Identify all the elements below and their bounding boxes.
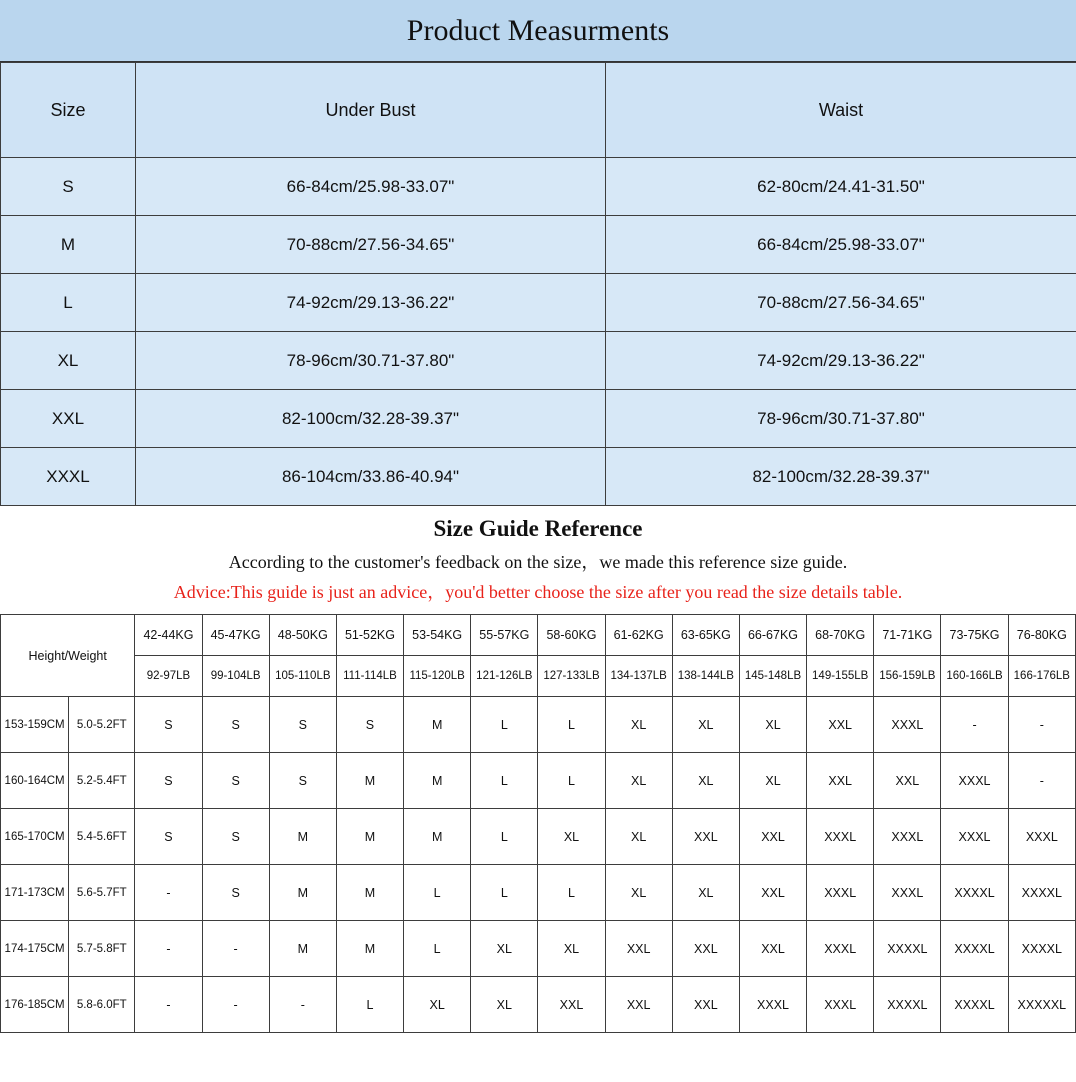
table-row: [1, 274, 1076, 332]
cell-waist: 78-96cm/30.71-37.80": [606, 390, 1076, 448]
size-cell: -: [202, 921, 269, 977]
column-header-size: Size: [1, 63, 136, 158]
size-guide-advice: Advice:This guide is just an advice，you'd better choose the size after you read the size details table.: [173, 582, 903, 602]
cell-under-bust: 78-96cm/30.71-37.80": [136, 332, 606, 390]
size-cell: XL: [471, 977, 538, 1033]
table-row: [1, 390, 1076, 448]
height-cm-label: 153-159CM: [1, 697, 69, 753]
size-cell: XXXXXL: [1008, 977, 1075, 1033]
cell-waist: 74-92cm/29.13-36.22": [606, 332, 1076, 390]
size-cell: XXXL: [807, 809, 874, 865]
size-cell: M: [336, 921, 403, 977]
table-row: [1, 448, 1076, 506]
size-cell: S: [135, 753, 202, 809]
size-cell: -: [269, 977, 336, 1033]
cell-size: XL: [1, 332, 136, 390]
size-cell: XXXL: [874, 865, 941, 921]
cell-size: M: [1, 216, 136, 274]
kg-header: 58-60KG: [538, 615, 605, 656]
size-guide-title: Size Guide Reference: [433, 516, 643, 541]
lb-header: 160-166LB: [941, 656, 1008, 697]
lb-header: 149-155LB: [807, 656, 874, 697]
height-ft-label: 5.8-6.0FT: [69, 977, 135, 1033]
cell-waist: 62-80cm/24.41-31.50": [606, 158, 1076, 216]
size-cell: XXXL: [807, 865, 874, 921]
size-cell: XXXL: [1008, 809, 1075, 865]
size-cell: XXXL: [739, 977, 806, 1033]
table-row: [1, 158, 1076, 216]
size-cell: L: [538, 865, 605, 921]
kg-header: 66-67KG: [739, 615, 806, 656]
size-cell: S: [202, 809, 269, 865]
size-cell: XXXXL: [1008, 865, 1075, 921]
cell-waist: 82-100cm/32.28-39.37": [606, 448, 1076, 506]
size-cell: S: [135, 697, 202, 753]
table-row: [1, 921, 1076, 977]
kg-header: 48-50KG: [269, 615, 336, 656]
lb-header: 105-110LB: [269, 656, 336, 697]
size-cell: -: [1008, 753, 1075, 809]
size-cell: L: [404, 921, 471, 977]
height-ft-label: 5.6-5.7FT: [69, 865, 135, 921]
size-cell: XXXXL: [1008, 921, 1075, 977]
size-cell: XXL: [672, 921, 739, 977]
size-cell: XL: [672, 865, 739, 921]
size-cell: S: [135, 809, 202, 865]
size-cell: XL: [538, 809, 605, 865]
height-cm-label: 165-170CM: [1, 809, 69, 865]
table-row: [1, 809, 1076, 865]
size-cell: -: [941, 697, 1008, 753]
size-guide-header: [0, 506, 1076, 614]
kg-header: 71-71KG: [874, 615, 941, 656]
size-cell: XL: [605, 809, 672, 865]
height-ft-label: 5.7-5.8FT: [69, 921, 135, 977]
size-cell: XXL: [672, 977, 739, 1033]
size-cell: XXXL: [941, 809, 1008, 865]
size-cell: S: [269, 697, 336, 753]
height-ft-label: 5.0-5.2FT: [69, 697, 135, 753]
kg-header: 42-44KG: [135, 615, 202, 656]
table-row: [1, 753, 1076, 809]
table-row: [1, 865, 1076, 921]
size-cell: L: [538, 697, 605, 753]
size-cell: XXXXL: [941, 977, 1008, 1033]
cell-size: L: [1, 274, 136, 332]
cell-waist: 66-84cm/25.98-33.07": [606, 216, 1076, 274]
size-cell: L: [471, 865, 538, 921]
size-cell: L: [471, 809, 538, 865]
table-row: [1, 332, 1076, 390]
page-title: Product Measurments: [0, 0, 1076, 62]
size-cell: XXL: [538, 977, 605, 1033]
height-ft-label: 5.2-5.4FT: [69, 753, 135, 809]
lb-header: 99-104LB: [202, 656, 269, 697]
size-guide-subtitle: According to the customer's feedback on the size，we made this reference size guide.: [228, 552, 848, 572]
kg-header: 45-47KG: [202, 615, 269, 656]
size-cell: XXL: [672, 809, 739, 865]
weight-kg-header-row: [1, 615, 1076, 656]
size-cell: XXL: [807, 697, 874, 753]
height-cm-label: 174-175CM: [1, 921, 69, 977]
kg-header: 51-52KG: [336, 615, 403, 656]
size-cell: XL: [739, 753, 806, 809]
cell-size: S: [1, 158, 136, 216]
lb-header: 111-114LB: [336, 656, 403, 697]
cell-under-bust: 70-88cm/27.56-34.65": [136, 216, 606, 274]
size-cell: S: [202, 753, 269, 809]
table-row: [1, 216, 1076, 274]
size-cell: M: [404, 697, 471, 753]
size-cell: M: [336, 753, 403, 809]
size-cell: -: [1008, 697, 1075, 753]
lb-header: 134-137LB: [605, 656, 672, 697]
column-header-waist: Waist: [606, 63, 1076, 158]
size-cell: XXXL: [874, 809, 941, 865]
table-header-row: [1, 63, 1076, 158]
kg-header: 53-54KG: [404, 615, 471, 656]
size-cell: M: [404, 809, 471, 865]
lb-header: 156-159LB: [874, 656, 941, 697]
size-cell: XXXXL: [941, 865, 1008, 921]
size-cell: XXL: [807, 753, 874, 809]
lb-header: 127-133LB: [538, 656, 605, 697]
height-weight-corner-label: Height/Weight: [1, 615, 135, 697]
kg-header: 68-70KG: [807, 615, 874, 656]
size-cell: M: [269, 865, 336, 921]
lb-header: 145-148LB: [739, 656, 806, 697]
size-cell: M: [404, 753, 471, 809]
size-cell: M: [269, 921, 336, 977]
size-cell: XL: [605, 753, 672, 809]
size-cell: -: [135, 921, 202, 977]
height-ft-label: 5.4-5.6FT: [69, 809, 135, 865]
size-cell: XL: [605, 697, 672, 753]
size-cell: XXXXL: [874, 921, 941, 977]
size-cell: XXL: [739, 921, 806, 977]
size-cell: L: [471, 697, 538, 753]
size-cell: -: [135, 977, 202, 1033]
size-cell: XXXXL: [941, 921, 1008, 977]
size-cell: XL: [739, 697, 806, 753]
kg-header: 63-65KG: [672, 615, 739, 656]
size-cell: XXXXL: [874, 977, 941, 1033]
size-cell: XL: [538, 921, 605, 977]
height-cm-label: 176-185CM: [1, 977, 69, 1033]
table-row: [1, 697, 1076, 753]
size-cell: XXL: [874, 753, 941, 809]
size-cell: XL: [672, 753, 739, 809]
size-cell: M: [336, 865, 403, 921]
size-cell: XXL: [605, 977, 672, 1033]
size-cell: S: [202, 697, 269, 753]
size-cell: M: [336, 809, 403, 865]
kg-header: 61-62KG: [605, 615, 672, 656]
size-cell: -: [202, 977, 269, 1033]
lb-header: 92-97LB: [135, 656, 202, 697]
cell-size: XXXL: [1, 448, 136, 506]
lb-header: 115-120LB: [404, 656, 471, 697]
height-cm-label: 160-164CM: [1, 753, 69, 809]
lb-header: 138-144LB: [672, 656, 739, 697]
size-cell: XXL: [739, 865, 806, 921]
size-cell: L: [336, 977, 403, 1033]
size-guide-reference-table: [0, 614, 1076, 1033]
cell-size: XXL: [1, 390, 136, 448]
kg-header: 76-80KG: [1008, 615, 1075, 656]
product-measurements-table: [0, 62, 1076, 506]
size-cell: XXXL: [807, 977, 874, 1033]
table-row: [1, 977, 1076, 1033]
size-cell: XL: [471, 921, 538, 977]
column-header-under-bust: Under Bust: [136, 63, 606, 158]
cell-under-bust: 82-100cm/32.28-39.37": [136, 390, 606, 448]
size-cell: XXXL: [807, 921, 874, 977]
cell-under-bust: 86-104cm/33.86-40.94": [136, 448, 606, 506]
size-cell: -: [135, 865, 202, 921]
kg-header: 55-57KG: [471, 615, 538, 656]
size-cell: L: [471, 753, 538, 809]
size-cell: XXL: [605, 921, 672, 977]
size-cell: M: [269, 809, 336, 865]
lb-header: 166-176LB: [1008, 656, 1075, 697]
cell-under-bust: 66-84cm/25.98-33.07": [136, 158, 606, 216]
size-cell: S: [269, 753, 336, 809]
cell-under-bust: 74-92cm/29.13-36.22": [136, 274, 606, 332]
size-cell: XXL: [739, 809, 806, 865]
size-cell: XXXL: [941, 753, 1008, 809]
weight-lb-header-row: [1, 656, 1076, 697]
size-cell: S: [336, 697, 403, 753]
size-cell: XL: [672, 697, 739, 753]
size-cell: L: [404, 865, 471, 921]
size-cell: XXXL: [874, 697, 941, 753]
kg-header: 73-75KG: [941, 615, 1008, 656]
size-cell: XL: [605, 865, 672, 921]
height-cm-label: 171-173CM: [1, 865, 69, 921]
size-cell: L: [538, 753, 605, 809]
size-cell: XL: [404, 977, 471, 1033]
lb-header: 121-126LB: [471, 656, 538, 697]
size-cell: S: [202, 865, 269, 921]
cell-waist: 70-88cm/27.56-34.65": [606, 274, 1076, 332]
